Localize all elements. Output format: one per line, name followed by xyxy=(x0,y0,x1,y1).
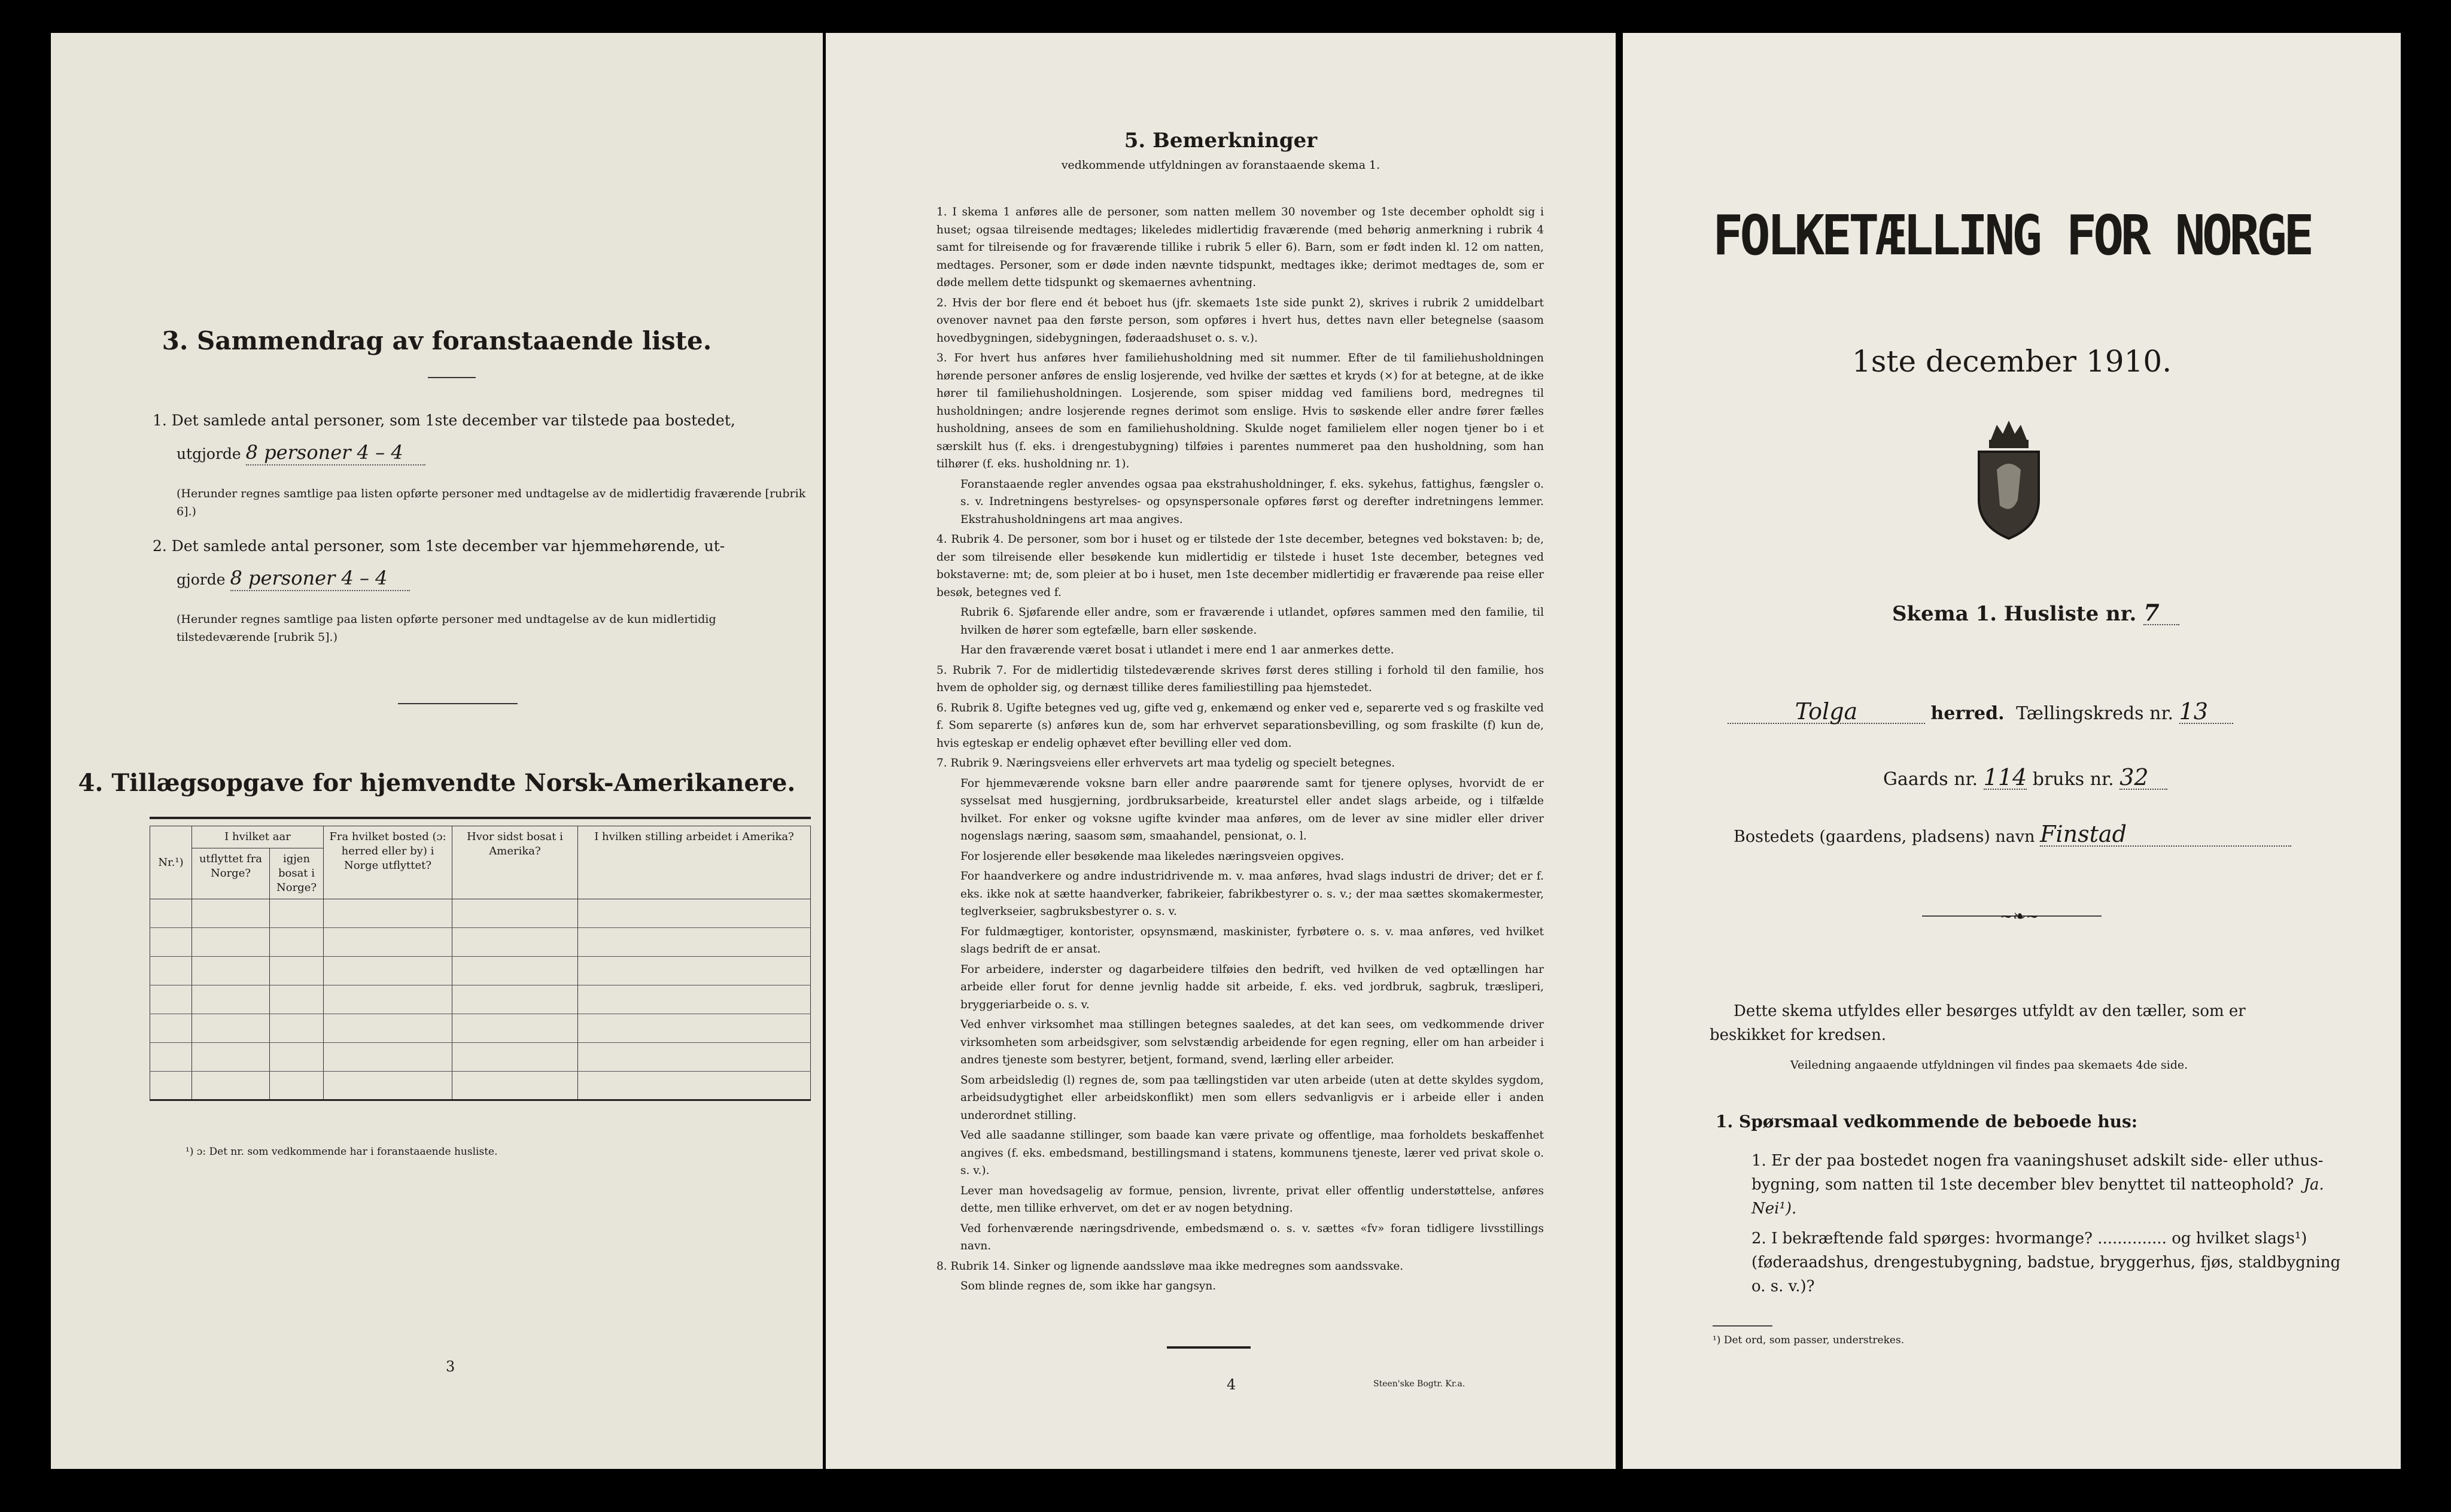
summary-item-1-prefix: utgjorde xyxy=(177,445,241,463)
table-top-rule xyxy=(150,817,811,819)
col-last-place: Hvor sidst bosat i Amerika? xyxy=(452,826,578,899)
remark-paragraph: For losjerende eller besøkende maa likeledes næringsveien opgives. xyxy=(960,850,1345,863)
remarks-body xyxy=(936,203,1544,1298)
schema-line xyxy=(1892,601,2179,626)
remark-paragraph: Ved alle saadanne stillinger, som baade kan være private og offentlige, maa forholdets beskaffenhet angives (f. eks. embedsmand, bestillingsmand i statens, kommunens tjeneste, lærer ved privat skole o. s. v.). xyxy=(960,1129,1544,1177)
bosted-value: Finstad xyxy=(2040,823,2291,847)
remark-paragraph: 1. I skema 1 anføres alle de personer, som natten mellem 30 november og 1ste december opholdt sig i huset; ogsaa tilreisende medtages; likeledes midlertidig fraværende (med behørig anmerkning i rubrik 4 samt for tilreisende og for fraværende tillike i rubrik 5 eller 6). Barn, som er født inden kl. 12 om natten, medtages. Personer, som er døde inden nævnte tidspunkt, medtages ikke; derimot medtages de, som er døde mellem dette tidspunkt og skemaernes avhentning. xyxy=(936,206,1544,289)
table-row xyxy=(150,1014,811,1043)
guidance-text: Veiledning angaaende utfyldningen vil findes paa skemaets 4de side. xyxy=(1790,1058,2188,1072)
section4-title: 4. Tillægsopgave for hjemvendte Norsk-Amerikanere. xyxy=(78,769,796,797)
gaards-value: 114 xyxy=(1983,764,2027,790)
table-row xyxy=(150,985,811,1014)
summary-item-2-prefix: gjorde xyxy=(177,571,226,588)
schema-label: Skema 1. Husliste nr. xyxy=(1892,602,2137,626)
remark-paragraph: Som arbeidsledig (l) regnes de, som paa tællingstiden var uten arbeide (uten at dette skyldes sygdom, arbeidsudygtighet eller arbeidskonflikt) men som ellers sedvanligvis er i arbeide eller i anden underordnet stilling. xyxy=(960,1073,1544,1122)
col-nr: Nr.¹) xyxy=(150,826,192,899)
herred-value: Tolga xyxy=(1728,700,1925,724)
krets-label: Tællingskreds nr. xyxy=(2016,703,2174,724)
footnote-rule xyxy=(1713,1325,1772,1327)
coat-of-arms-icon xyxy=(1964,416,2054,541)
question-1-answer: Ja. Nei¹). xyxy=(1751,1176,2324,1218)
page-number: 4 xyxy=(1227,1376,1236,1393)
divider xyxy=(428,377,476,378)
norsk-amerikaner-table xyxy=(150,826,811,1101)
footnote: ¹) Det ord, som passer, understrekes. xyxy=(1713,1334,1905,1346)
question-1 xyxy=(1751,1149,2344,1221)
remark-paragraph: For fuldmægtiger, kontorister, opsynsmænd, maskinister, fyrbøtere o. s. v. maa anføres, ved hvilket slags bedrift de er ansat. xyxy=(960,925,1544,956)
remarks-title: 5. Bemerkninger xyxy=(1124,129,1318,153)
remark-paragraph: 2. Hvis der bor flere end ét beboet hus (jfr. skemaets 1ste side punkt 2), skrives i rubrik 2 umiddelbart ovenover navnet paa den første person, som opføres i hvert hus, dettes navn eller betegnelse (saasom hovedbygningen, sidebygningen, føderaadshuset o. s. v.). xyxy=(936,296,1544,345)
summary-item-1-text: 1. Det samlede antal personer, som 1ste december var tilstede paa bostedet, xyxy=(153,412,735,429)
remark-paragraph: 7. Rubrik 9. Næringsveiens eller erhvervets art maa tydelig og specielt betegnes. xyxy=(936,757,1395,769)
col-from-place: Fra hvilket bosted (ɔ: herred eller by) i Norge utflyttet? xyxy=(324,826,452,899)
ornament-icon: ~❧~ xyxy=(2000,908,2039,926)
herred-label: herred. xyxy=(1930,703,2005,724)
remark-paragraph: For haandverkere og andre industridrivende m. v. maa anføres, hvad slags industri de driver; det er f. eks. ikke nok at sætte haandverker, fabrikeier, fabrikbestyrer o. s. v.; der maa sættes skomakermester, teglverkseier, sagbruksbestyrer o. s. v. xyxy=(960,870,1544,918)
remark-paragraph: Foranstaaende regler anvendes ogsaa paa ekstrahusholdninger, f. eks. sykehus, fattighus, fængsler o. s. v. Indretningens bestyrelses- og opsynspersonale opføres først og derefter indretningens lemmer. Ekstrahusholdningens art maa angives. xyxy=(960,477,1544,526)
remark-paragraph: 8. Rubrik 14. Sinker og lignende aandssløve maa ikke medregnes som aandssvake. xyxy=(936,1260,1404,1273)
questions-heading: 1. Spørsmaal vedkommende de beboede hus: xyxy=(1716,1112,2138,1131)
remark-paragraph: Har den fraværende været bosat i utlandet i mere end 1 aar anmerkes dette. xyxy=(960,644,1394,656)
remark-paragraph: For arbeidere, inderster og dagarbeidere tilføies den bedrift, ved hvilken de ved optællingen har arbeide eller forut for denne jevnlig hadde sit arbeide, f. eks. ved jordbruk, sagbruk, træsliperi, bryggeriarbeide o. s. v. xyxy=(960,963,1544,1011)
gaards-label: Gaards nr. xyxy=(1883,769,1978,790)
remark-paragraph: Som blinde regnes de, som ikke har gangsyn. xyxy=(960,1280,1217,1292)
remark-paragraph: 5. Rubrik 7. For de midlertidig tilstedeværende skrives først deres stilling i forhold til den familie, hos hvem de opholder sig, og dernæst tillike deres familiestilling paa hjemstedet. xyxy=(936,664,1544,694)
remark-paragraph: Ved enhver virksomhet maa stillingen betegnes saaledes, at det kan sees, om vedkommende driver virksomheten som arbeidsgiver, som selvstændig arbeidende for egen regning, eller om han arbeider i andres tjeneste som bestyrer, betjent, formand, svend, lærling eller arbeider. xyxy=(960,1018,1544,1066)
herred-line xyxy=(1728,700,2233,724)
summary-item-2-handwritten: 8 personer 4 – 4 xyxy=(230,566,410,591)
question-2: 2. I bekræftende fald spørges: hvormange? .............. og hvilket slags¹) (føderaadshus, drengestubygning, badstue, bryggerhus, fjøs, staldbygning o. s. v.)? xyxy=(1751,1230,2341,1295)
page-left xyxy=(51,33,823,1469)
census-date: 1ste december 1910. xyxy=(1851,344,2172,379)
husliste-nr-value: 7 xyxy=(2143,601,2179,625)
page-number: 3 xyxy=(446,1358,455,1375)
bruks-label: bruks nr. xyxy=(2032,769,2114,790)
summary-item-2-text: 2. Det samlede antal personer, som 1ste december var hjemmehørende, ut- xyxy=(153,537,725,555)
remark-paragraph: 3. For hvert hus anføres hver familiehusholdning med sit nummer. Efter de til familiehusholdningen hørende personer anføres de enslig losjerende, ved hvilke der sættes et kryds (×) for at betegne, at de ikke hører til familiehusholdningen. Losjerende, som spiser middag ved familiens bord, medregnes til husholdningen; andre losjerende regnes derimot som enslige. Hvis to søskende eller andre fører fælles husholdning, ansees de som en familiehusholdning. Skulde noget familielem eller nogen tjener bo i et særskilt hus (f. eks. i drengestubygning) tilføies i parentes nummeret paa den husholdning, som han tilhører (f. eks. husholdning nr. 1). xyxy=(936,352,1544,470)
table-row xyxy=(150,957,811,985)
col-returned: igjen bosat i Norge? xyxy=(270,848,324,899)
summary-item-2 xyxy=(153,530,811,597)
intro-text: Dette skema utfyldes eller besørges utfyldt av den tæller, som er beskikket for kredsen. xyxy=(1710,1002,2246,1044)
question-1-text: 1. Er der paa bostedet nogen fra vaaningshuset adskilt side- eller uthus-bygning, som natten til 1ste december blev benyttet til natteophold? xyxy=(1751,1152,2324,1194)
remark-paragraph: For hjemmeværende voksne barn eller andre paarørende samt for tjenere oplyses, hvorvidt de er sysselsat med husgjerning, jordbruksarbeide, kreaturstel eller andet slags arbeide, og i tilfælde hvilket. For enker og voksne ugifte kvinder maa anføres, om de lever av sine midler eller driver nogenslags næring, saasom søm, smaahandel, pensionat, o. l. xyxy=(960,777,1544,842)
bosted-line xyxy=(1734,823,2291,847)
divider xyxy=(1167,1346,1251,1349)
census-title: FOLKETÆLLING FOR NORGE xyxy=(1713,203,2311,267)
page-right xyxy=(1623,33,2401,1469)
col-position: I hvilken stilling arbeidet i Amerika? xyxy=(578,826,811,899)
gaards-line xyxy=(1883,766,2167,790)
summary-item-1 xyxy=(153,404,811,471)
remark-paragraph: 6. Rubrik 8. Ugifte betegnes ved ug, gifte ved g, enkemænd og enker ved e, separerte ved s og fraskilte ved f. Som separerte (s) anføres kun de, som har erhvervet separationsbevilling, og som fraskilte (f) kun de, hvis egteskap er endelig ophævet efter bevilling eller ved dom. xyxy=(936,701,1544,750)
remark-paragraph: Ved forhenværende næringsdrivende, embedsmænd o. s. v. sættes «fv» foran tidligere livsstillings navn. xyxy=(960,1222,1544,1252)
bruks-value: 32 xyxy=(2119,766,2167,790)
col-emigrated: utflyttet fra Norge? xyxy=(192,848,270,899)
summary-item-1-handwritten: 8 personer 4 – 4 xyxy=(246,440,425,466)
krets-value: 13 xyxy=(2179,700,2233,724)
col-group-year: I hvilket aar xyxy=(192,826,324,848)
table-row xyxy=(150,1043,811,1072)
page-middle xyxy=(826,33,1616,1469)
remark-paragraph: Lever man hovedsagelig av formue, pension, livrente, privat eller offentlig understøttelse, anføres dette, men tillike erhvervet, om det er av nogen betydning. xyxy=(960,1184,1544,1215)
summary-item-2-note: (Herunder regnes samtlige paa listen opførte personer med undtagelse av de kun midlertidig tilstedeværende [rubrik 5].) xyxy=(177,613,716,644)
remark-paragraph: Rubrik 6. Sjøfarende eller andre, som er fraværende i utlandet, opføres sammen med den familie, til hvilken de hører som egtefælle, barn eller søskende. xyxy=(960,606,1544,637)
table-row xyxy=(150,1072,811,1100)
remarks-subtitle: vedkommende utfyldningen av foranstaaende skema 1. xyxy=(1061,159,1380,172)
table-footnote: ¹) ɔ: Det nr. som vedkommende har i foranstaaende husliste. xyxy=(186,1146,498,1158)
section3-title: 3. Sammendrag av foranstaaende liste. xyxy=(162,326,712,355)
printer-mark: Steen'ske Bogtr. Kr.a. xyxy=(1373,1379,1465,1389)
table-row xyxy=(150,928,811,957)
remark-paragraph: 4. Rubrik 4. De personer, som bor i huset og er tilstede der 1ste december, betegnes ved bokstaven: b; de, der som tilreisende eller besøkende kun midlertidig er tilstede i huset 1ste december, betegnes ved bokstaverne: mt; de, som pleier at bo i huset, men 1ste december midlertidig er fraværende paa reise eller besøk, betegnes ved f. xyxy=(936,533,1544,599)
table-row xyxy=(150,899,811,928)
divider xyxy=(398,703,518,704)
bosted-label: Bostedets (gaardens, pladsens) navn xyxy=(1734,828,2035,846)
summary-item-1-note: (Herunder regnes samtlige paa listen opførte personer med undtagelse av de midlertidig fraværende [rubrik 6].) xyxy=(177,487,806,518)
